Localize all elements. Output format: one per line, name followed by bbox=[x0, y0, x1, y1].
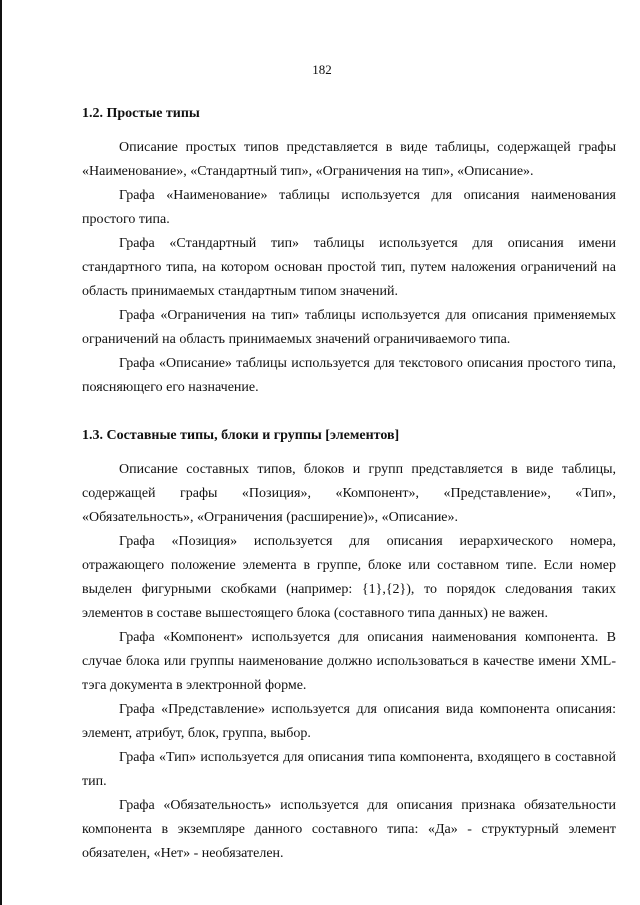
paragraph: Графа «Стандартный тип» таблицы используется для описания имени стандартного типа, на котором основан простой тип, путем наложения ограничений на область принимаемых стандартным типом значений. bbox=[82, 236, 616, 299]
paragraph: Описание составных типов, блоков и групп представляется в виде таблицы, содержащей графы «Позиция», «Компонент», «Представление», «Тип», «Обязательность», «Ограничения (расширение)», «Описание». bbox=[82, 462, 616, 525]
section-heading-composite-types: 1.3. Составные типы, блоки и группы [элементов] bbox=[82, 428, 400, 443]
paragraph: Графа «Представление» используется для описания вида компонента описания: элемент, атрибут, блок, группа, выбор. bbox=[82, 702, 616, 741]
paragraph: Графа «Тип» используется для описания типа компонента, входящего в составной тип. bbox=[82, 750, 616, 789]
paragraph: Графа «Обязательность» используется для описания признака обязательности компонента в экземпляре данного составного типа: «Да» - структурный элемент обязателен, «Нет» - необязателен. bbox=[82, 798, 616, 861]
paragraph: Графа «Наименование» таблицы используется для описания наименования простого типа. bbox=[82, 188, 616, 227]
paragraph: Графа «Компонент» используется для описания наименования компонента. В случае блока или группы наименование должно использоваться в качестве имени XML-тэга документа в электронной форме. bbox=[82, 630, 616, 693]
paragraph: Графа «Описание» таблицы используется для текстового описания простого типа, поясняющего его назначение. bbox=[82, 356, 616, 395]
page-number: 182 bbox=[312, 62, 332, 77]
paragraph: Графа «Позиция» используется для описания иерархического номера, отражающего положение элемента в группе, блоке или составном типе. Если номер выделен фигурными скобками (например: {1},{2}), то порядок следования таких элементов в составе вышестоящего блока (составного типа данных) не важен. bbox=[82, 534, 616, 621]
paragraph: Описание простых типов представляется в виде таблицы, содержащей графы «Наименование», «Стандартный тип», «Ограничения на тип», «Описание». bbox=[82, 140, 616, 179]
section-heading-simple-types: 1.2. Простые типы bbox=[82, 106, 200, 121]
paragraph: Графа «Ограничения на тип» таблицы используется для описания применяемых ограничений на область принимаемых значений ограничиваемого типа. bbox=[82, 308, 616, 347]
